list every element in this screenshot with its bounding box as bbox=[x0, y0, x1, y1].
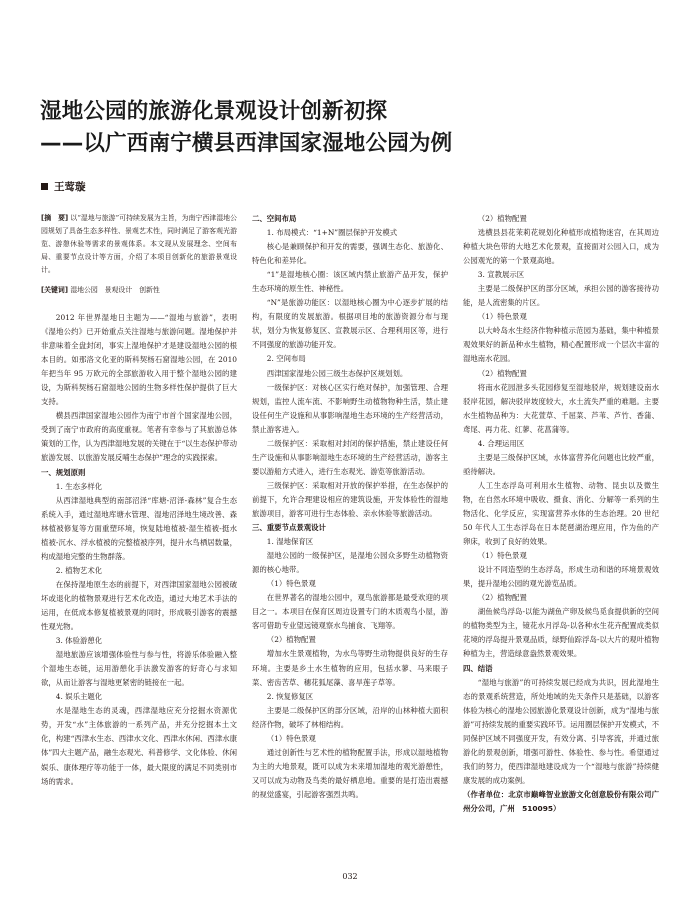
paragraph: 水是湿地生态的灵魂，西津湿地应充分挖掘水资源优势，开发“水”主体旅游的一系列产品，并充分挖掘本土文化，构建“西津水生态、西津水文化、西津水休闲、西津水康体”四大主题产品，融生态观光、科普修学、文化体验、休闲娱乐、康体理疗等功能于一体，最大限度的满足不同类别市场的需求。 bbox=[41, 706, 237, 786]
subheading: （1）特色景观 bbox=[477, 312, 527, 322]
subheading: （2）植物配置 bbox=[477, 368, 527, 378]
paragraph: 湿地公园的一级保护区，是湿地公园众多野生动植物资源的核心地带。 bbox=[252, 551, 448, 575]
keywords-text: 湿地公园 景观设计 创新性 bbox=[70, 286, 160, 294]
page-number: 032 bbox=[342, 872, 358, 881]
subheading: 2. 植物艺术化 bbox=[55, 565, 103, 575]
paragraph: 西津国家湿地公园三级生态保护区规划划。 bbox=[266, 368, 408, 378]
paragraph: 在保持湿地原生态的前提下，对西津国家湿地公园被破坏或退化的植物景观进行艺术化改造，通过大地艺术手法的运用，在低成本修复植被景观的同时，形成吸引游客的震撼性观光物。 bbox=[41, 579, 237, 632]
paragraph: 人工生态浮岛可利用水生植物、动物、昆虫以及微生物，在自然水环境中吸收、摄食、消化、分解等一系列的生物活化、化学反应，实现富营养水体的生态治理。20 世纪 50 年代人工生态浮岛在日本琵琶湖治理应用，作为鱼的产卵床，收到了良好的效果。 bbox=[463, 480, 659, 547]
subheading: （1）特色景观 bbox=[266, 733, 316, 743]
section-heading: 四、结语 bbox=[463, 663, 493, 673]
paragraph: 横县西津国家湿地公园作为南宁市首个国家湿地公园，受到了南宁市政府的高度重视。笔者有幸参与了其旅游总体策划的工作，认为西津湿地发展的关键在于“以生态保护带动旅游发展、以旅游发展反哺生态保护”理念的实践探索。 bbox=[41, 411, 237, 463]
paragraph: “N”是旅游功能区：以湿地核心圈为中心逐步扩展的结构，有限度的发展旅游。根据项目地的旅游资源分布与现状，划分为恢复修复区、宣教展示区、合理利用区等，进行不同强度的旅游功能开发。 bbox=[252, 298, 448, 350]
subheading: 2. 恢复修复区 bbox=[266, 691, 314, 701]
subheading: 2. 空间布局 bbox=[266, 354, 306, 364]
article-title bbox=[40, 96, 660, 160]
paragraph: 主要是二级保护区的部分区域，承担公园的游客接待功能，是人流密集的片区。 bbox=[463, 284, 659, 308]
subheading: （2）植物配置 bbox=[477, 214, 527, 223]
subheading: 4. 合理运用区 bbox=[477, 438, 525, 448]
subheading: （1）特色景观 bbox=[266, 579, 316, 589]
subheading: 4. 娱乐主题化 bbox=[55, 692, 103, 702]
paragraph: 湖鱼候鸟浮岛-以能为湖鱼产卵及候鸟觅食提供新的空间的植物类型为主，镜花水月浮岛-以各种水生花卉配置成类似花境的浮岛提升景观品质，绿野仙踪浮岛-以大片的观叶植物种植为主，营造绿意盎然景观效果。 bbox=[463, 607, 659, 659]
column-1 bbox=[41, 212, 237, 789]
paragraph: 湿地旅游应该增强体验性与参与性，将游乐体验融入整个湿地生态链，运用游憩化手法激发游客的好奇心与求知欲，从而让游客与湿地更紧密的链接在一起。 bbox=[41, 650, 237, 688]
subheading: 1. 布局模式：“1+N”圈层保护开发模式 bbox=[266, 228, 398, 238]
author-affiliation: （作者单位：北京市巅峰智业旅游文化创意股份有限公司广州分公司，广州 510095） bbox=[463, 789, 659, 813]
paragraph: 将南水花园泄多头花园修复至湿地驳岸，规划建设南水驳岸花园，解决驳岸坡度较大，水土流失严重的难题。主要水生植物品种为：大花萱草、千屈菜、芦苇、芦竹、香蒲、鸢尾、再力花、红蓼、花菖蒲等。 bbox=[463, 382, 659, 434]
column-2 bbox=[252, 212, 448, 802]
subheading: 3. 宣教展示区 bbox=[477, 270, 525, 280]
paragraph: 设计不同造型的生态浮岛，形成生动和谐的环境景观效果，提升湿地公园的观光游览品质。 bbox=[463, 565, 659, 589]
subheading: （2）植物配置 bbox=[266, 635, 316, 645]
paragraph: “1”是湿地核心圈：该区域内禁止旅游产品开发，保护生态环境的原生性、神秘性。 bbox=[252, 270, 448, 294]
paragraph: 核心是兼顾保护和开发的需要，强调生态化、旅游化、特色化和差异化。 bbox=[252, 242, 448, 266]
abstract-label: [摘 要] bbox=[41, 214, 69, 222]
paragraph: 以大岭岛水生经济作物种植示范园为基础，集中种植景观效果好的新品种水生植物，精心配置形成一个层次丰富的湿地南水花园。 bbox=[463, 326, 659, 364]
paragraph: 选横县县花茉莉花规划化种植形成植物迷宫，在其周边种植大块色带的大地艺术化景观，直接面对公园入口，成为公园观光的第一个景观高地。 bbox=[463, 228, 659, 266]
author-name: 王莺璇 bbox=[54, 181, 86, 193]
subheading: （1）特色景观 bbox=[477, 551, 527, 561]
keywords bbox=[41, 284, 237, 297]
subheading: 1. 生态多样化 bbox=[55, 481, 103, 491]
keywords-label: [关键词] bbox=[41, 286, 68, 294]
section-heading: 三、重要节点景观设计 bbox=[252, 523, 326, 533]
abstract-text: 以“湿地与旅游”可持续发展为主旨，为南宁西津湿地公园规划了具备生态多样性、景观艺术性，同时满足了游客观光游览、游憩休验等需求的景观体系。本文现从发展理念、空间布局、重要节点设计等方面，介绍了本项目创新化的旅游景观设计。 bbox=[41, 214, 237, 274]
section-heading: 二、空间布局 bbox=[252, 214, 297, 223]
title-line-2: ——以广西南宁横县西津国家湿地公园为例 bbox=[40, 131, 453, 156]
column-3 bbox=[463, 212, 659, 816]
paragraph: 在世界著名的湿地公园中，观鸟旅游都是最受欢迎的项目之一。本项目在保育区周边设置专门的木质观鸟小屋，游客可借助专业望远镜观察水鸟捕食、飞翔等。 bbox=[252, 593, 448, 631]
subheading: （2）植物配置 bbox=[477, 593, 527, 603]
paragraph: 2012 年世界湿地日主题为——“湿地与旅游”，表明《湿地公约》已开始重点关注湿地与旅游问题。湿地保护并非意味着全盘封闭，事实上湿地保护才是建设湿地公园的根本目的。如那洛文化亚的斯科契杨石窟湿地公园，在 2010 年把当年 95 万欧元的全部旅游收入用于整个湿地公园的建设，为斯科契杨石窟湿地公园的生物多样性保护提供了巨大支持。 bbox=[41, 313, 237, 407]
title-line-1: 湿地公园的旅游化景观设计创新初探 bbox=[40, 99, 388, 124]
paragraph: 通过创新性与艺术性的植物配置手法，形成以湿地植物为主的大地景观，既可以成为未来增加湿地的观光游憩性，又可以成为动物及鸟类的最好栖息地。重要的是打造出震撼的视觉盛宴，引起游客强烈共鸣。 bbox=[252, 747, 448, 799]
author-byline bbox=[41, 180, 86, 194]
paragraph: 增加水生景观植物，为水鸟等野生动物提供良好的生存环境。主要是乡土水生植物的应用，包括水蓼、马来眼子菜、密齿苦草、穗花狐尾藻、喜旱莲子草等。 bbox=[252, 649, 448, 687]
abstract bbox=[41, 212, 237, 277]
square-bullet-icon bbox=[41, 183, 48, 190]
paragraph: 二级保护区：采取相对封闭的保护措施，禁止建设任何生产设施和从事影响湿地生态环境的生产经营活动，游客主要以游船方式进入，进行生态观光、游览等旅游活动。 bbox=[252, 438, 448, 476]
paragraph: 一级保护区：对核心区实行绝对保护，加强管理、合理规划，监控人流车流、不影响野生动植物物种生活，禁止建设任何生产设施和从事影响湿地生态环境的生产经营活动，禁止游客进入。 bbox=[252, 382, 448, 434]
section-heading: 一、规划原则 bbox=[41, 467, 86, 477]
paragraph: “湿地与旅游”的可持续发展已经成为共识，因此湿地生态的景观系统营造，所处地域的先天条件只是基础，以游客体验为核心的湿地公园旅游化景观设计创新，成为“湿地与旅游”可持续发展的重要实践环节。运用圈层保护开发模式，不同保护区域不同强度开发，有效分离、引导客流，并通过旅游化的景观创新，增强可游性、体验性、参与性。希望通过我们的努力，使西津湿地建设成为一个“湿地与旅游”持续健康发展的成功案例。 bbox=[463, 677, 659, 785]
paragraph: 主要是二级保护区的部分区域，沿岸的山林种植大面积经济作物，破坏了林相结构。 bbox=[252, 705, 448, 729]
paragraph: 主要是三级保护区域，水体富营养化问题也比较严重，亟待解决。 bbox=[463, 452, 659, 476]
paragraph: 从西津湿地典型的南部沼泽“库塘-沼泽-森林”复合生态系统入手，通过湿地库塘水管理、湿地沼泽地生境改善、森林植被修复等方面重塑环境，恢复陆地植被-湿生植被-挺水植被-沉水、浮水植被的完整植被序列，提升水鸟栖居数量，构成湿地完整的生物群落。 bbox=[41, 495, 237, 561]
paragraph: 三级保护区：采取相对开放的保护举措，在生态保护的前提下，允许合理建设相应的建筑设施，开发体验性的湿地旅游项目，游客可进行生态体验、亲水休验等旅游活动。 bbox=[252, 480, 448, 518]
subheading: 3. 体验游憩化 bbox=[55, 636, 103, 646]
subheading: 1. 湿地保育区 bbox=[266, 537, 314, 547]
